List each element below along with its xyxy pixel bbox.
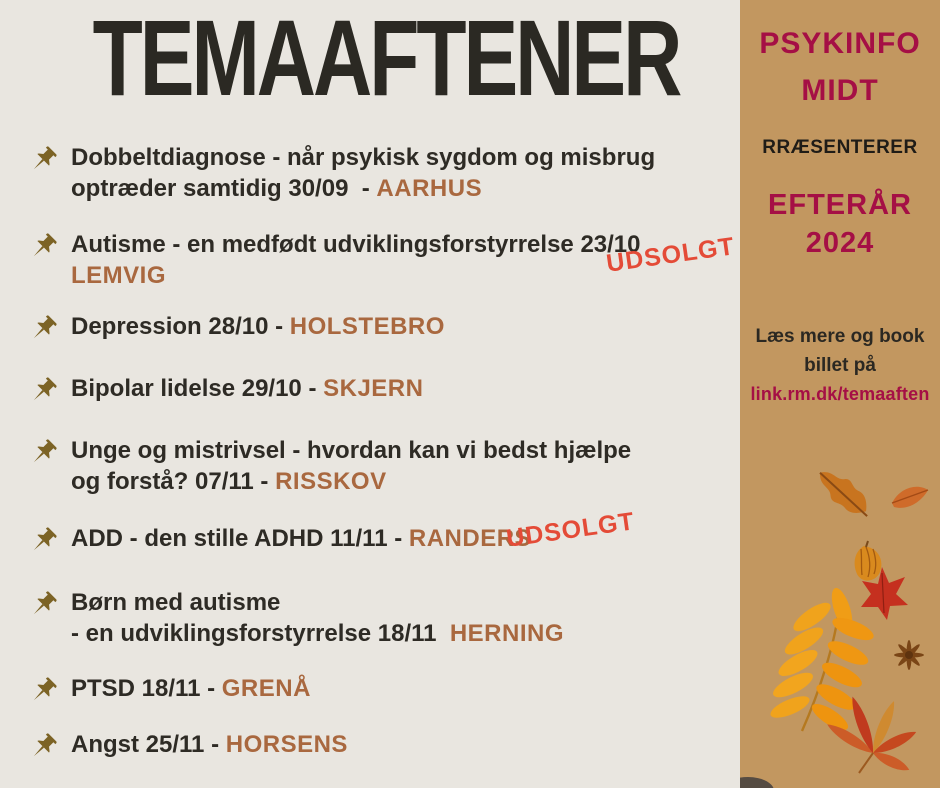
season-title — [740, 186, 940, 262]
physalis-icon — [855, 541, 882, 581]
event-location: AARHUS — [376, 175, 483, 202]
event-line — [71, 587, 564, 618]
event-text: optræder samtidig 30/09 - — [71, 175, 377, 202]
event-text: - en udviklingsforstyrrelse 18/11 — [71, 620, 450, 647]
event-location: RISSKOV — [275, 468, 387, 495]
event-text: ADD - den stille ADHD 11/11 - — [71, 525, 409, 552]
event-line — [71, 435, 631, 466]
autumn-leaves-decoration — [740, 455, 940, 788]
event-text: Autisme - en medfødt udviklingsforstyrrelse 23/10 — [71, 231, 641, 258]
event-location: HORSENS — [225, 731, 348, 758]
event-text: Dobbeltdiagnose - når psykisk sygdom og misbrug — [71, 144, 656, 171]
event-location: GRENÅ — [221, 675, 311, 702]
event-dobbeltdiagnose — [26, 142, 655, 204]
event-location: HERNING — [449, 620, 565, 647]
event-location: RANDERS — [408, 525, 532, 552]
pushpin-icon — [26, 143, 60, 177]
season-line2: 2024 — [805, 227, 875, 259]
sold-out-badge-add: UDSOLGT — [504, 507, 637, 553]
pushpin-icon — [26, 730, 60, 764]
sold-out-badge-autisme: UDSOLGT — [604, 232, 737, 278]
event-angst — [26, 729, 348, 764]
brand-line1: PSYKINFO — [759, 27, 921, 60]
brand-line2: MIDT — [801, 74, 879, 107]
page-title — [0, 0, 740, 118]
event-line — [71, 729, 348, 760]
brand-title — [740, 20, 940, 114]
pinecone-icon — [740, 777, 774, 788]
event-text: Bipolar lidelse 29/10 - — [71, 375, 324, 402]
star-anise-icon — [894, 640, 924, 670]
pushpin-icon — [26, 588, 60, 622]
event-depression — [26, 311, 445, 346]
event-line — [71, 311, 445, 342]
event-ptsd — [26, 673, 311, 708]
event-text: Børn med autisme — [71, 589, 281, 616]
event-line — [71, 373, 423, 404]
event-line — [71, 523, 531, 554]
event-location: LEMVIG — [71, 262, 167, 289]
event-text: Unge og mistrivsel - hvordan kan vi bedst hjælpe — [71, 437, 632, 464]
event-add — [26, 523, 531, 558]
event-text: Angst 25/11 - — [71, 731, 226, 758]
event-text: Depression 28/10 - — [71, 313, 290, 340]
event-location: HOLSTEBRO — [289, 313, 445, 340]
presents-label: RRÆSENTERER — [762, 137, 918, 158]
event-line — [71, 673, 311, 704]
small-leaf-icon — [892, 487, 928, 508]
event-location: SKJERN — [323, 375, 424, 402]
event-line — [71, 173, 655, 204]
event-text: PTSD 18/11 - — [71, 675, 222, 702]
event-text: og forstå? 07/11 - — [71, 468, 276, 495]
event-line — [71, 229, 641, 260]
season-line1: EFTERÅR — [768, 189, 912, 221]
booking-info — [740, 322, 940, 409]
booking-info-line2: billet på — [804, 355, 876, 376]
pushpin-icon — [26, 436, 60, 470]
pushpin-icon — [26, 374, 60, 408]
event-autisme — [26, 229, 641, 291]
pushpin-icon — [26, 524, 60, 558]
pushpin-icon — [26, 674, 60, 708]
booking-link[interactable]: link.rm.dk/temaaften — [750, 384, 930, 404]
event-unge-mistrivsel — [26, 435, 631, 497]
oak-leaf-icon — [811, 463, 877, 524]
event-line — [71, 466, 631, 497]
event-line — [71, 260, 641, 291]
pushpin-icon — [26, 312, 60, 346]
page-title-text: TEMAAFTENER — [92, 0, 680, 118]
booking-info-line1: Læs mere og book — [755, 326, 925, 347]
event-boern-autisme — [26, 587, 564, 649]
event-bipolar — [26, 373, 423, 408]
event-line — [71, 618, 564, 649]
pushpin-icon — [26, 230, 60, 264]
event-line — [71, 142, 655, 173]
sidebar — [740, 0, 940, 788]
